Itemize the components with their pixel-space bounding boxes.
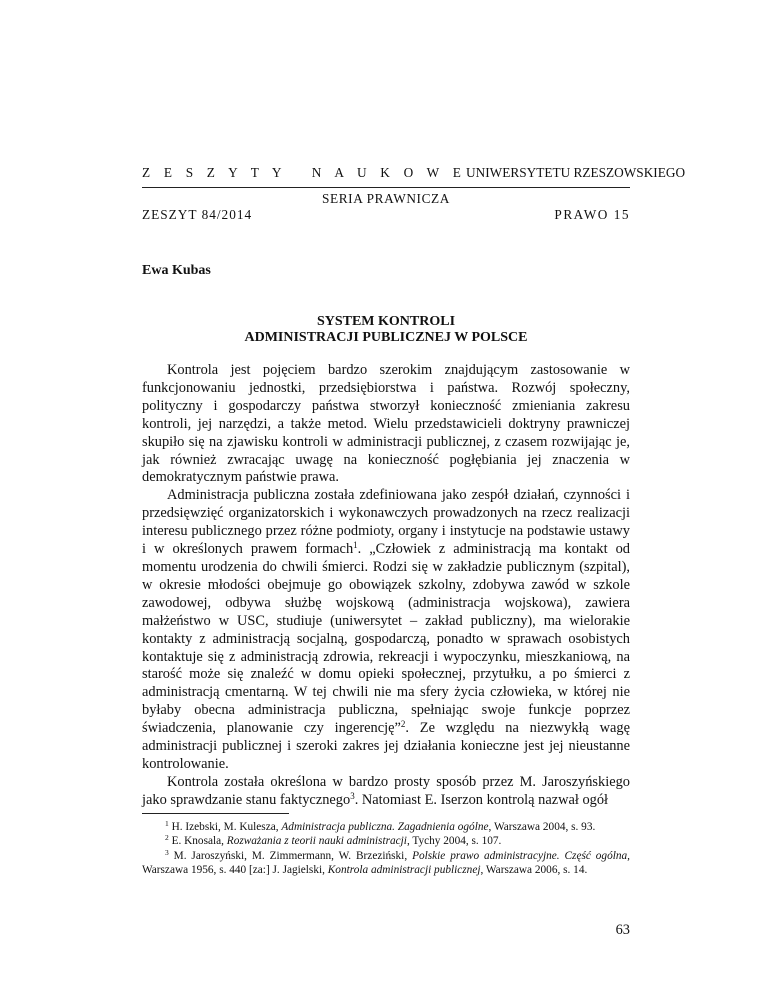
paragraph-text: . Natomiast E. Iserzon kontrolą nazwał ogół [354,791,609,808]
footnote-ref[interactable]: 2 [400,719,406,730]
issue-number: ZESZYT 84/2014 [142,207,253,222]
paragraph-text: Administracja publiczna została zdefiniowana jako zespół działań, czynności i przedsięwzięć organizatorskich i wykonawczych prowadzonych na rzecz realizacji interesu publicznego przez różne podmioty, organy i instytucje na podstawie ustawy i w określonych prawem formach [142,487,630,558]
paragraph-text: Kontrola została określona w bardzo prosty sposób przez M. Jaroszyńskiego jako sprawdzanie stanu faktycznego [142,773,630,808]
header-rule [142,187,630,188]
footnote-number: 2 [165,833,169,843]
footnote-text: , Warszawa 2006, s. 14. [480,863,588,876]
footnote-number: 1 [165,819,169,828]
paragraph [142,487,630,774]
footnote [142,849,630,878]
footnote-text: Warszawa 1956, s. 440 [za:] J. Jagielski, [142,863,328,876]
article-title-line: ADMINISTRACJI PUBLICZNEJ W POLSCE [244,330,528,345]
footnote [142,834,630,848]
footnote-title: Rozważania z teorii nauki administracji [226,835,407,848]
footnote-title: Polskie prawo administracyjne. Część ogólna, [412,849,630,862]
series-name: SERIA PRAWNICZA [322,191,450,206]
footnote-text: E. Knosala, [171,835,227,848]
footnote-title: Administracja publiczna. Zagadnienia ogólne [281,821,489,833]
footnote-ref[interactable]: 1 [353,540,358,551]
footnote-text: , Tychy 2004, s. 107. [406,835,502,848]
journal-title-rest: UNIWERSYTETU RZESZOWSKIEGO [466,165,686,180]
page-number: 63 [615,922,630,938]
footnote-text: , Warszawa 2004, s. 93. [488,821,596,833]
article-title [142,314,630,346]
footnote-separator [142,813,289,814]
paragraph-text: . „Człowiek z administracją ma kontakt od momentu urodzenia do chwili śmierci. Rodzi się w zakładzie publicznym (szpital), w okresie młodości obejmuje go obowiązek szkolny, zdobywa zawód w szkole zawodowej, odbywa służbę wojskową (administracja wojskowa), zawiera małżeństwo w USC, studiuje (uniwersytet – zakład publiczny), ma wielorakie kontakty z administracją socjalną, gospodarczą, ponadto w sprawach osobistych kontaktuje się z administracją zdrowia, rekreacji i wypoczynku, mieszkaniową, na starość może się znaleźć w domu opieki społecznej, przytułku, a po śmierci z administracją cmentarną. W tej chwili nie ma sfery życia człowieka, w której nie byłaby obecna administracja publiczna, spełniając swoje funkcje poprzez świadczenia, planowanie czy ingerencję” [142,541,630,737]
journal-title-spaced: Z E S Z Y T Y N A U K O W E [142,165,467,180]
author-name: Ewa Kubas [142,263,211,278]
article-body [142,362,630,810]
journal-title [142,165,686,181]
footnote-ref[interactable]: 3 [350,790,355,801]
volume-label: PRAWO 15 [554,207,630,222]
paragraph-text: . Ze względu na niezwykłą wagę administracji publicznej i szeroki zakres jej działania konieczne jest jej nieustanne kontrolowanie. [142,720,630,772]
footnote [142,820,630,834]
footnote-text: M. Jaroszyński, M. Zimmermann, W. Brzeziński, [173,849,413,862]
footnote-number: 3 [165,847,169,857]
footnote-text: H. Izebski, M. Kulesza, [171,821,282,833]
footnotes [142,820,630,877]
paragraph [142,774,630,810]
paragraph: Kontrola jest pojęciem bardzo szerokim znajdującym zastosowanie w funkcjonowaniu jednostki, przedsiębiorstwa i państwa. Rozwój społeczny, polityczny i gospodarczy państwa stworzył konieczność zmieniania zakresu kontroli, jej narzędzi, a także metod. Wielu przedstawicieli doktryny prawniczej skupiło się na zjawisku kontroli w administracji publicznej, z czasem rozwijając je, jak również zwracając uwagę na konieczność pogłębiania jej znaczenia w demokratycznym państwie prawa. [142,362,630,486]
footnote-title: Kontrola administracji publicznej [327,863,481,876]
article-title-line: SYSTEM KONTROLI [316,314,456,329]
